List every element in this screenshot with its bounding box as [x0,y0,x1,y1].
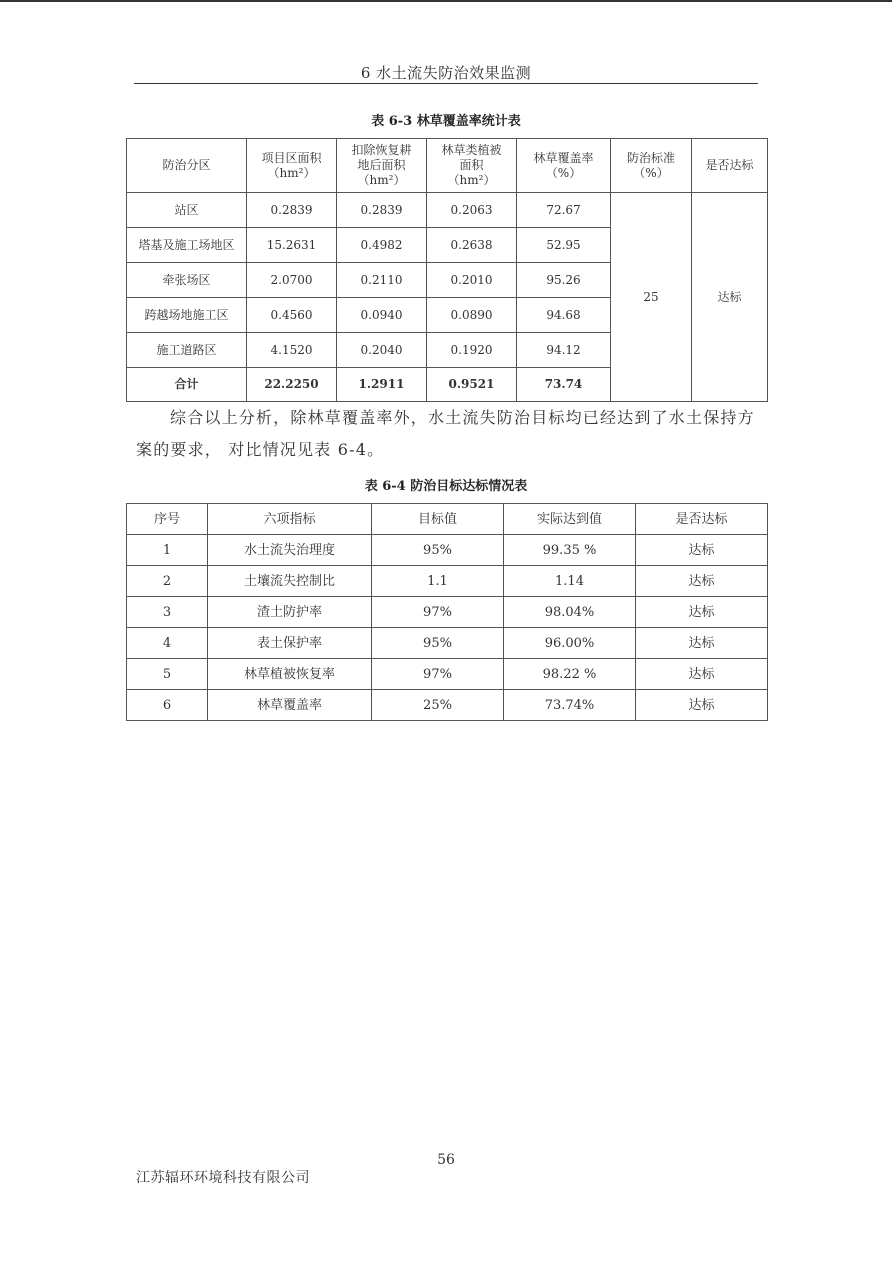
status-cell: 达标 [636,628,768,659]
total-value: 0.9521 [427,368,517,402]
company-name: 江苏辐环环境科技有限公司 [136,1170,310,1186]
status-cell: 达标 [636,566,768,597]
status-cell: 达标 [636,535,768,566]
table-row [127,628,768,659]
status-cell: 达标 [636,659,768,690]
value-cell: 0.4982 [337,228,427,263]
target-cell: 97% [372,659,504,690]
table-6-4-caption: 表 6-4 防治目标达标情况表 [364,479,528,494]
index-cell: 4 [127,628,208,659]
value-cell: 0.2063 [427,193,517,228]
index-cell: 5 [127,659,208,690]
value-cell: 0.1920 [427,333,517,368]
header-rule [134,83,758,84]
zone-cell: 跨越场地施工区 [127,298,247,333]
target-cell: 95% [372,535,504,566]
actual-cell: 96.00% [504,628,636,659]
value-cell: 72.67 [517,193,611,228]
index-cell: 2 [127,566,208,597]
target-achievement-table [126,503,768,721]
value-cell: 15.2631 [247,228,337,263]
value-cell: 0.2839 [247,193,337,228]
value-cell: 0.2040 [337,333,427,368]
target-cell: 1.1 [372,566,504,597]
total-value: 1.2911 [337,368,427,402]
forest-grass-coverage-table [126,138,768,402]
zone-cell: 施工道路区 [127,333,247,368]
value-cell: 0.2638 [427,228,517,263]
actual-cell: 98.04% [504,597,636,628]
total-label: 合计 [127,368,247,402]
header-cell: 是否达标 [636,504,768,535]
total-value: 73.74 [517,368,611,402]
indicator-cell: 林草覆盖率 [208,690,372,721]
header-cell: 扣除恢复耕 地后面积 （hm²） [337,139,427,193]
header-cell: 是否达标 [692,139,768,193]
header-cell: 项目区面积 （hm²） [247,139,337,193]
value-cell: 0.4560 [247,298,337,333]
table-header-row [127,139,768,193]
table-row [127,597,768,628]
value-cell: 2.0700 [247,263,337,298]
indicator-cell: 林草植被恢复率 [208,659,372,690]
header-cell: 林草类植被 面积 （hm²） [427,139,517,193]
zone-cell: 牵张场区 [127,263,247,298]
index-cell: 6 [127,690,208,721]
status-cell: 达标 [636,597,768,628]
table-row [127,535,768,566]
header-cell: 六项指标 [208,504,372,535]
result-cell: 达标 [692,193,768,402]
actual-cell: 1.14 [504,566,636,597]
running-header: 6 水土流失防治效果监测 [360,64,532,82]
value-cell: 0.2010 [427,263,517,298]
top-border [0,0,892,2]
value-cell: 0.0890 [427,298,517,333]
page-number: 56 [437,1152,455,1168]
table-row [127,659,768,690]
index-cell: 3 [127,597,208,628]
value-cell: 95.26 [517,263,611,298]
index-cell: 1 [127,535,208,566]
header-cell: 序号 [127,504,208,535]
actual-cell: 99.35 % [504,535,636,566]
table-row [127,566,768,597]
table-row [127,193,768,228]
status-cell: 达标 [636,690,768,721]
header-cell: 防治分区 [127,139,247,193]
table-row [127,690,768,721]
standard-cell: 25 [611,193,692,402]
header-cell: 实际达到值 [504,504,636,535]
zone-cell: 塔基及施工场地区 [127,228,247,263]
value-cell: 52.95 [517,228,611,263]
value-cell: 4.1520 [247,333,337,368]
value-cell: 94.68 [517,298,611,333]
table-header-row [127,504,768,535]
zone-cell: 站区 [127,193,247,228]
value-cell: 0.2110 [337,263,427,298]
indicator-cell: 渣土防护率 [208,597,372,628]
table-6-3-caption: 表 6-3 林草覆盖率统计表 [371,114,521,129]
target-cell: 95% [372,628,504,659]
analysis-paragraph: 综合以上分析，除林草覆盖率外，水土流失防治目标均已经达到了水土保持方案的要求， 对比情况见表 6-4。 [136,408,755,459]
value-cell: 0.0940 [337,298,427,333]
header-cell: 林草覆盖率 （%） [517,139,611,193]
indicator-cell: 土壤流失控制比 [208,566,372,597]
value-cell: 0.2839 [337,193,427,228]
target-cell: 25% [372,690,504,721]
actual-cell: 98.22 % [504,659,636,690]
value-cell: 94.12 [517,333,611,368]
header-cell: 防治标准 （%） [611,139,692,193]
indicator-cell: 水土流失治理度 [208,535,372,566]
header-cell: 目标值 [372,504,504,535]
target-cell: 97% [372,597,504,628]
indicator-cell: 表土保护率 [208,628,372,659]
total-value: 22.2250 [247,368,337,402]
actual-cell: 73.74% [504,690,636,721]
